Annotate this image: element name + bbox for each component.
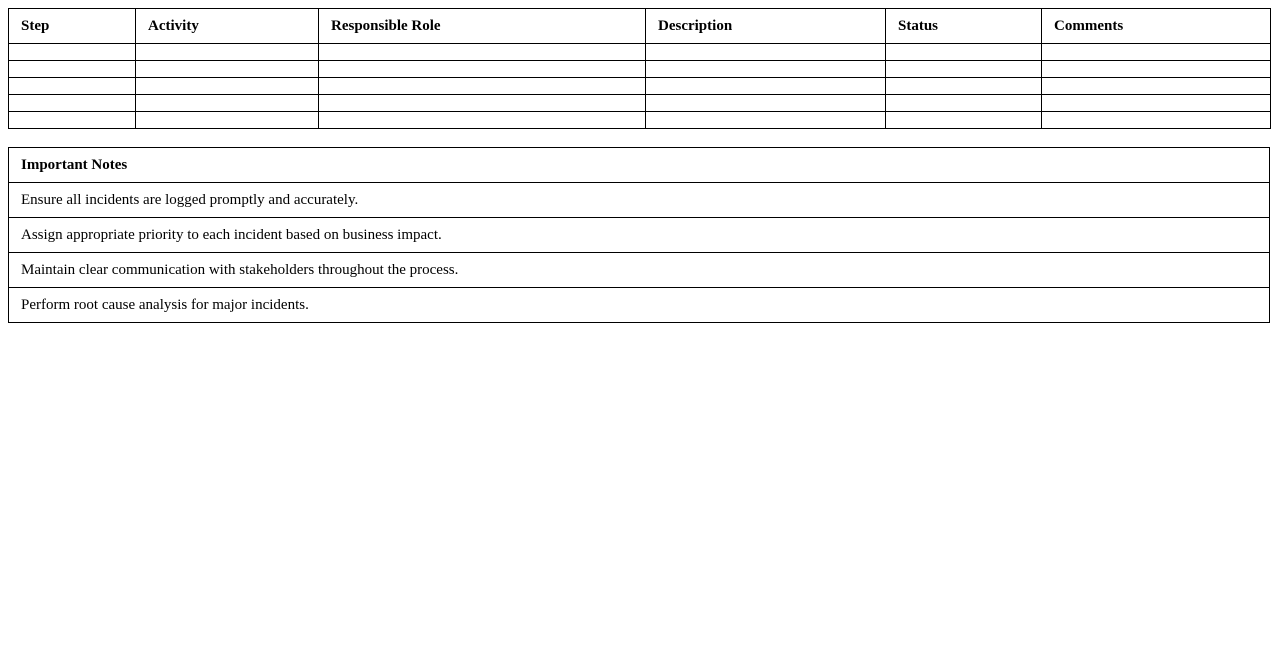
table-cell[interactable]	[136, 112, 319, 129]
table-cell[interactable]	[136, 61, 319, 78]
table-row	[9, 61, 1271, 78]
notes-title: Important Notes	[9, 148, 1270, 183]
important-notes-table	[8, 147, 1270, 323]
table-cell[interactable]	[886, 112, 1042, 129]
header-description: Description	[646, 9, 886, 44]
header-comments: Comments	[1042, 9, 1271, 44]
table-row	[9, 112, 1271, 129]
table-cell[interactable]	[319, 95, 646, 112]
table-cell[interactable]	[1042, 44, 1271, 61]
header-responsible-role: Responsible Role	[319, 9, 646, 44]
header-activity: Activity	[136, 9, 319, 44]
table-cell[interactable]	[9, 95, 136, 112]
table-cell[interactable]	[646, 112, 886, 129]
table-row	[9, 95, 1271, 112]
note-text: Assign appropriate priority to each incident based on business impact.	[9, 218, 1270, 253]
table-cell[interactable]	[9, 78, 136, 95]
list-item	[9, 218, 1270, 253]
table-cell[interactable]	[1042, 112, 1271, 129]
table-cell[interactable]	[136, 44, 319, 61]
table-cell[interactable]	[646, 95, 886, 112]
notes-header-row	[9, 148, 1270, 183]
table-cell[interactable]	[886, 61, 1042, 78]
table-cell[interactable]	[1042, 95, 1271, 112]
header-step: Step	[9, 9, 136, 44]
list-item	[9, 288, 1270, 323]
table-cell[interactable]	[9, 44, 136, 61]
table-row	[9, 78, 1271, 95]
table-cell[interactable]	[136, 78, 319, 95]
table-cell[interactable]	[646, 78, 886, 95]
header-status: Status	[886, 9, 1042, 44]
table-cell[interactable]	[319, 61, 646, 78]
table-cell[interactable]	[136, 95, 319, 112]
table-cell[interactable]	[9, 61, 136, 78]
table-cell[interactable]	[319, 44, 646, 61]
table-cell[interactable]	[646, 61, 886, 78]
table-cell[interactable]	[319, 112, 646, 129]
note-text: Ensure all incidents are logged promptly and accurately.	[9, 183, 1270, 218]
table-cell[interactable]	[646, 44, 886, 61]
table-cell[interactable]	[1042, 61, 1271, 78]
note-text: Perform root cause analysis for major incidents.	[9, 288, 1270, 323]
table-cell[interactable]	[886, 44, 1042, 61]
process-table-header-row	[9, 9, 1271, 44]
process-table	[8, 8, 1271, 129]
table-cell[interactable]	[319, 78, 646, 95]
list-item	[9, 253, 1270, 288]
table-row	[9, 44, 1271, 61]
list-item	[9, 183, 1270, 218]
table-cell[interactable]	[1042, 78, 1271, 95]
note-text: Maintain clear communication with stakeholders throughout the process.	[9, 253, 1270, 288]
table-cell[interactable]	[886, 95, 1042, 112]
table-cell[interactable]	[9, 112, 136, 129]
table-cell[interactable]	[886, 78, 1042, 95]
